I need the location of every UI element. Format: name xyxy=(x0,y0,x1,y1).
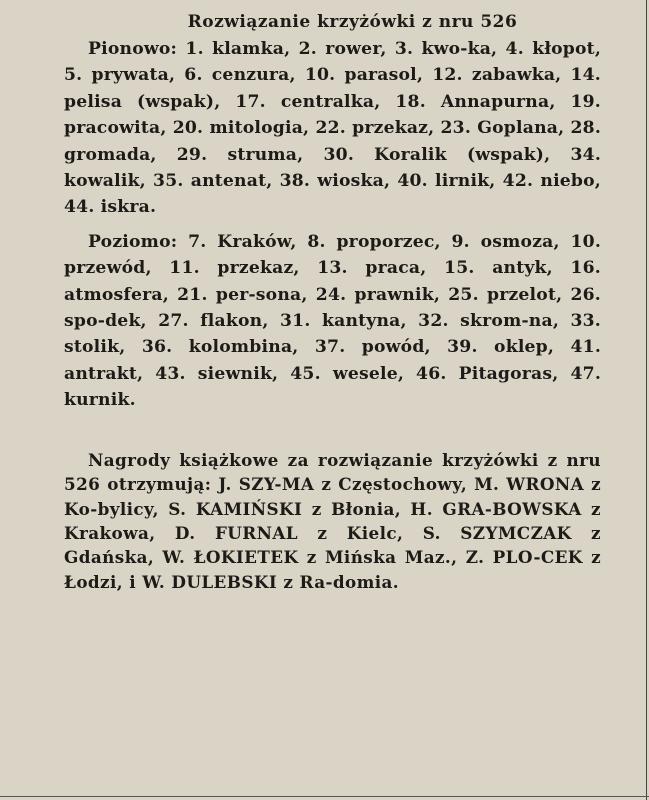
vertical-text: 1. klamka, 2. rower, 3. kwo-ka, 4. kłopot, 5. prywata, 6. cenzura, 10. parasol, 12. zabawka, 14. pelisa (wspak), 17. centralka, 18. Annapurna, 19. pracowita, 20. mitologia, 22. przekaz, 23. Goplana, 28. gromada, 29. struma, 30. Koralik (wspak), 34. kowalik, 35. antenat, 38. wioska, 40. lirnik, 42. niebo, 44. iskra. xyxy=(64,39,601,218)
vertical-lead: Pionowo: xyxy=(88,39,178,59)
horizontal-text: 7. Kraków, 8. proporzec, 9. osmoza, 10. przewód, 11. przekaz, 13. praca, 15. antyk, 16. atmosfera, 21. per-sona, 24. prawnik, 25. przelot, 26. spo-dek, 27. flakon, 31. kantyna, 32. skrom-na, 33. stolik, 36. kolombina, 37. powód, 39. oklep, 41. antrakt, 43. siewnik, 45. wesele, 46. Pitagoras, 47. kurnik. xyxy=(64,231,602,411)
section-title: Rozwiązanie krzyżówki z nru 526 xyxy=(187,12,518,32)
spacer xyxy=(64,221,601,229)
horizontal-answers xyxy=(64,229,601,414)
spacer xyxy=(64,414,601,448)
vertical-answers xyxy=(64,36,601,221)
prize-winners: Nagrody książkowe za rozwiązanie krzyżówki z nru 526 otrzymują: J. SZY-MA z Częstochowy, M. WRONA z Ko-bylicy, S. KAMIŃSKI z Błonia, H. GRA-BOWSKA z Krakowa, D. FURNAL z Kielc, S. SZYMCZAK z Gdańska, W. ŁOKIETEK z Mińska Maz., Z. PLO-CEK z Łodzi, i W. DULEBSKI z Ra-domia. xyxy=(64,449,601,592)
horizontal-lead: Poziomo: xyxy=(88,231,178,252)
